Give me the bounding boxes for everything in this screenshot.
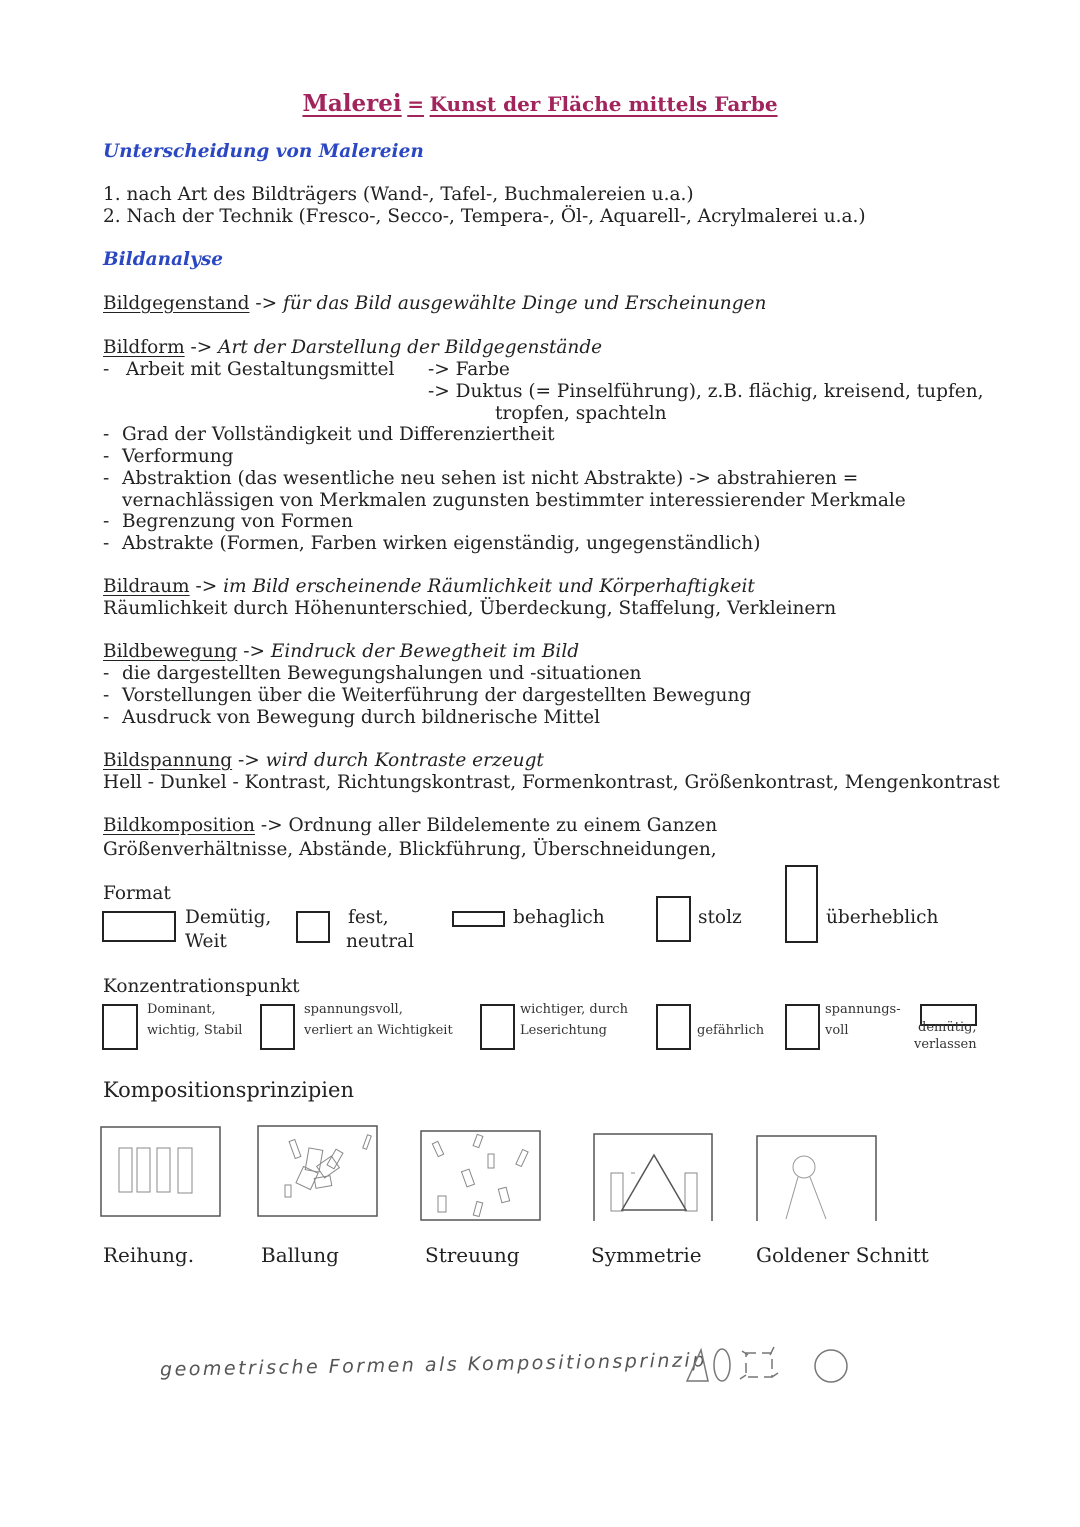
- goldener-schnitt-sketch: [756, 1135, 878, 1223]
- bildform-sub: -> Duktus (= Pinselführung), z.B. flächig, kreisend, tupfen,: [428, 381, 984, 402]
- bullet-dash: -: [103, 359, 110, 380]
- format-label: stolz: [698, 907, 742, 928]
- title-main: Malerei: [302, 90, 402, 117]
- ballung-sketch: [257, 1125, 379, 1217]
- konzentration-box: [260, 1004, 295, 1050]
- format-heading: Format: [103, 883, 171, 904]
- bildform-item: Grad der Vollständigkeit und Differenziertheit: [122, 424, 555, 445]
- arrow: ->: [237, 641, 271, 662]
- konzentration-box: [480, 1004, 515, 1050]
- konzentration-label: demütig,: [918, 1020, 977, 1035]
- prinzip-label: Reihung.: [103, 1243, 195, 1267]
- list-item: 2. Nach der Technik (Fresco-, Secco-, Tempera-, Öl-, Aquarell-, Acrylmalerei u.a.): [103, 206, 866, 227]
- konzentration-box: [102, 1004, 138, 1050]
- term-bildgegenstand: Bildgegenstand: [103, 293, 250, 314]
- format-label: überheblich: [826, 907, 939, 928]
- bullet-dash: -: [103, 663, 110, 684]
- list-item: 1. nach Art des Bildträgers (Wand-, Tafel-, Buchmalereien u.a.): [103, 184, 694, 205]
- bildform-line: [103, 337, 602, 359]
- square-arrows-shape: [740, 1347, 778, 1379]
- bildspannung-line: [103, 750, 544, 772]
- heading-bildanalyse: Bildanalyse: [103, 249, 224, 270]
- bullet-dash: -: [103, 468, 110, 489]
- konzentration-heading: Konzentrationspunkt: [103, 976, 300, 997]
- streuung-sketch: [420, 1130, 542, 1222]
- term-bildform: Bildform: [103, 337, 185, 358]
- bullet-dash: -: [103, 511, 110, 532]
- format-label: behaglich: [513, 907, 605, 928]
- prinzip-label: Goldener Schnitt: [756, 1243, 929, 1267]
- konzentration-label: verliert an Wichtigkeit: [304, 1023, 453, 1038]
- bildkomposition-line: [103, 815, 717, 837]
- handwritten-note: geometrische Formen als Kompositionsprinzip: [159, 1349, 707, 1381]
- bullet-dash: -: [103, 424, 110, 445]
- def-bildbewegung: Eindruck der Bewegtheit im Bild: [270, 641, 580, 662]
- format-tall-box: [785, 865, 818, 943]
- konzentration-label: wichtiger, durch: [520, 1002, 628, 1017]
- reihung-sketch: [100, 1126, 222, 1218]
- bildform-item: Abstraktion (das wesentliche neu sehen ist nicht Abstrakte) -> abstrahieren =: [122, 468, 859, 489]
- heading-unterscheidung: Unterscheidung von Malereien: [103, 141, 424, 162]
- symmetrie-sketch: [593, 1133, 715, 1223]
- konzentration-label: spannungsvoll,: [304, 1002, 403, 1017]
- def-bildgegenstand: für das Bild ausgewählte Dinge und Erscheinungen: [283, 293, 767, 314]
- format-label: Demütig,: [185, 907, 272, 928]
- title-subtitle: Kunst der Fläche mittels Farbe: [429, 92, 778, 116]
- konzentration-label: wichtig, Stabil: [147, 1023, 243, 1038]
- prinzip-label: Ballung: [261, 1243, 339, 1267]
- bullet-dash: -: [103, 446, 110, 467]
- bildform-item: Verformung: [122, 446, 234, 467]
- def-bildkomposition: Ordnung aller Bildelemente zu einem Ganzen: [288, 815, 718, 836]
- def-bildraum: im Bild erscheinende Räumlichkeit und Körperhaftigkeit: [223, 576, 755, 597]
- bildform-item: vernachlässigen von Merkmalen zugunsten bestimmter interessierender Merkmale: [122, 490, 906, 511]
- def-bildspannung: wird durch Kontraste erzeugt: [265, 750, 544, 771]
- prinzip-label: Symmetrie: [591, 1243, 702, 1267]
- format-label: Weit: [185, 931, 227, 952]
- bullet-dash: -: [103, 707, 110, 728]
- bildform-sub: -> Farbe: [428, 359, 510, 380]
- bildbewegung-line: [103, 641, 579, 663]
- bildgegenstand-line: [103, 293, 766, 315]
- konzentration-box: [785, 1004, 820, 1050]
- format-wide-box: [102, 911, 176, 942]
- arrow: ->: [189, 576, 224, 597]
- konzentration-box: [656, 1004, 691, 1050]
- konzentration-label: gefährlich: [697, 1023, 765, 1038]
- bildform-item: Begrenzung von Formen: [122, 511, 353, 532]
- term-bildraum: Bildraum: [103, 576, 190, 597]
- bildraum-text: Räumlichkeit durch Höhenunterschied, Überdeckung, Staffelung, Verkleinern: [103, 598, 837, 619]
- geometric-shapes-sketch: [682, 1343, 852, 1387]
- bildbewegung-item: Ausdruck von Bewegung durch bildnerische Mittel: [122, 707, 601, 728]
- title-separator: =: [407, 92, 425, 116]
- bildform-item: Arbeit mit Gestaltungsmittel: [126, 359, 395, 380]
- bildraum-line: [103, 576, 755, 598]
- bullet-dash: -: [103, 685, 110, 706]
- bildform-item: Abstrakte (Formen, Farben wirken eigenständig, ungegenständlich): [122, 533, 761, 554]
- bildspannung-text: Hell - Dunkel - Kontrast, Richtungskontrast, Formenkontrast, Größenkontrast, Mengenkontrast: [103, 772, 1000, 793]
- triangle-shape: [687, 1350, 708, 1381]
- prinzip-label: Streuung: [425, 1243, 520, 1267]
- arrow: ->: [254, 815, 289, 836]
- format-upright-box: [656, 896, 691, 942]
- def-bildform: Art der Darstellung der Bildgegenstände: [218, 337, 603, 358]
- term-bildkomposition: Bildkomposition: [103, 815, 255, 836]
- bildform-sub: tropfen, spachteln: [495, 403, 667, 424]
- bildbewegung-item: Vorstellungen über die Weiterführung der dargestellten Bewegung: [122, 685, 752, 706]
- circle-shape: [815, 1350, 847, 1382]
- oval-shape: [714, 1349, 730, 1381]
- arrow: ->: [249, 293, 283, 314]
- format-flat-box: [452, 911, 505, 927]
- bildkomposition-text: Größenverhältnisse, Abstände, Blickführung, Überschneidungen,: [103, 839, 717, 860]
- format-label: neutral: [346, 931, 415, 952]
- term-bildbewegung: Bildbewegung: [103, 641, 238, 662]
- term-bildspannung: Bildspannung: [103, 750, 233, 771]
- prinzipien-heading: Kompositionsprinzipien: [103, 1078, 354, 1102]
- konzentration-label: verlassen: [914, 1037, 977, 1052]
- arrow: ->: [184, 337, 219, 358]
- konzentration-label: Dominant,: [147, 1002, 216, 1017]
- bullet-dash: -: [103, 533, 110, 554]
- bildbewegung-item: die dargestellten Bewegungshalungen und -situationen: [122, 663, 642, 684]
- page-title: [0, 90, 1080, 117]
- format-square-box: [296, 911, 330, 943]
- arrow: ->: [232, 750, 266, 771]
- konzentration-label: Leserichtung: [520, 1023, 608, 1038]
- format-label: fest,: [348, 907, 389, 928]
- konzentration-label: spannungs-: [825, 1002, 901, 1017]
- konzentration-label: voll: [825, 1023, 849, 1038]
